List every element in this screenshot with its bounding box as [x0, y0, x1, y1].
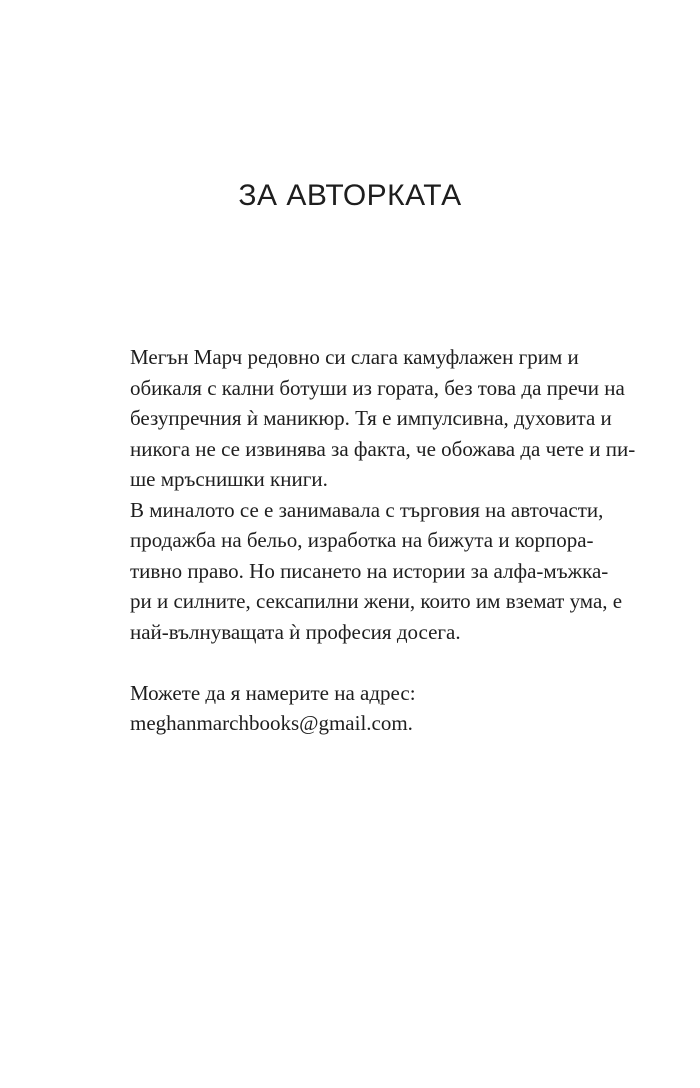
- text-line: Мегън Марч редовно си слага камуфлажен грим и: [130, 345, 579, 369]
- text-line: обикаля с кални ботуши из гората, без това да пречи на: [130, 375, 625, 400]
- contact-email: meghanmarchbooks@gmail.com.: [130, 711, 413, 735]
- contact-intro: Можете да я намерите на адрес:: [130, 680, 416, 705]
- contact-info: [130, 678, 570, 739]
- text-line: безупречния ѝ маникюр. Тя е импулсивна, духовита и: [130, 406, 612, 430]
- page-title: ЗА АВТОРКАТА: [238, 179, 462, 212]
- text-line: никога не се извинява за факта, че обожава да чете и пи-: [130, 436, 636, 461]
- text-line: ри и силните, сексапилни жени, които им вземат ума, е: [130, 589, 623, 613]
- text-line: тивно право. Но писането на истории за алфа-мъжка-: [130, 558, 609, 583]
- bio-paragraph-2: [130, 495, 623, 648]
- text-line: най-вълнуващата ѝ професия досега.: [130, 619, 461, 644]
- author-bio: [130, 342, 636, 739]
- text-line: В миналото се е занимавала с търговия на авточасти,: [130, 497, 604, 522]
- bio-paragraph-1: [130, 342, 636, 495]
- text-line: ше мръснишки книги.: [130, 467, 328, 491]
- text-line: продажба на бельо, изработка на бижута и корпора-: [130, 528, 594, 552]
